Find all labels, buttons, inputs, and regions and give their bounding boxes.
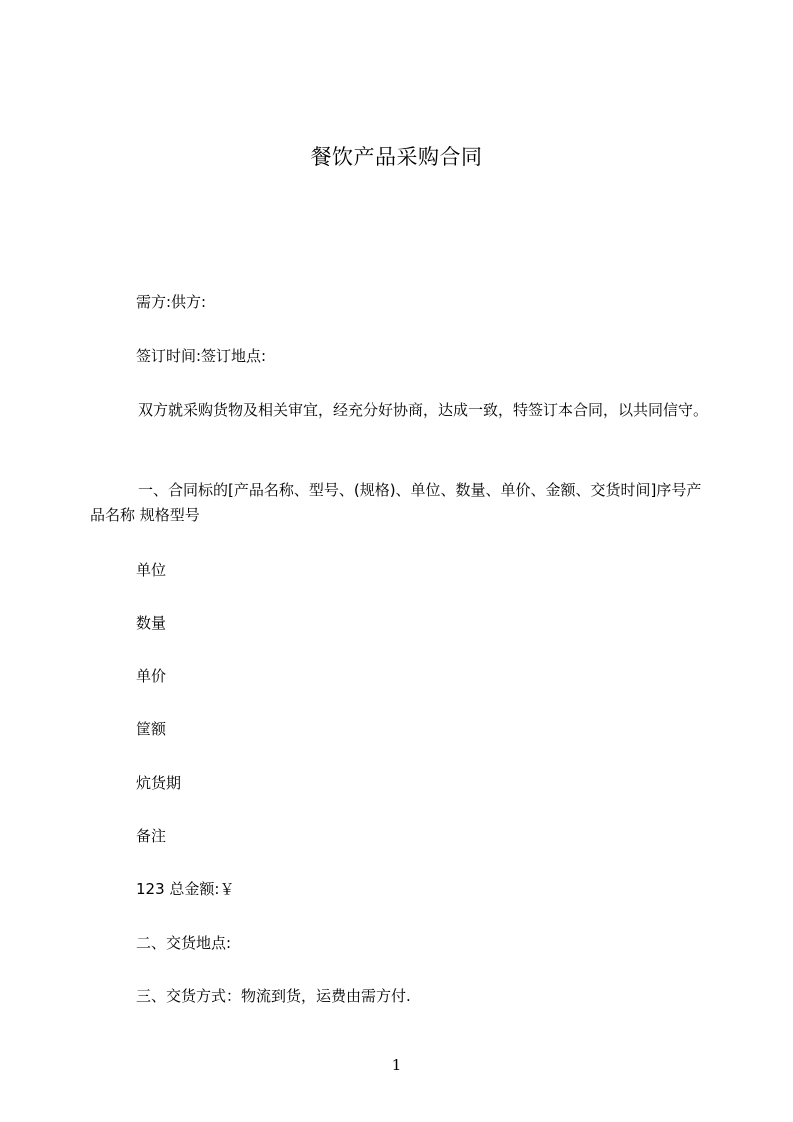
column-remarks: 备注	[136, 827, 167, 845]
column-quantity: 数量	[136, 614, 167, 632]
intro-text: 双方就采购货物及相关审宜，经充分好协商，达成一致，特签订本合同，以共同信守。	[138, 401, 709, 419]
section2-delivery-location: 二、交货地点:	[136, 934, 232, 952]
section3-delivery-method: 三、交货方式：物流到货，运费由需方付.	[136, 987, 411, 1005]
section1-heading: 一、合同标的[产品名称、型号、(规格)、单位、数量、单价、金额、交货时间]序号产品名称 规格型号	[90, 481, 702, 524]
intro-paragraph	[90, 398, 710, 423]
column-unit: 单位	[136, 561, 167, 579]
page-number: 1	[391, 1056, 402, 1074]
document-title: 餐饮产品采购合同	[310, 145, 483, 169]
column-unit-price: 单价	[136, 667, 167, 685]
column-delivery-period: 炕货期	[136, 774, 182, 792]
section1-paragraph	[90, 478, 710, 528]
parties-line: 需方:供方:	[136, 293, 207, 311]
column-amount: 筐额	[136, 720, 167, 738]
signing-line: 签订时间:签订地点:	[136, 347, 267, 365]
total-amount-line: 123 总金额:￥	[136, 880, 235, 898]
